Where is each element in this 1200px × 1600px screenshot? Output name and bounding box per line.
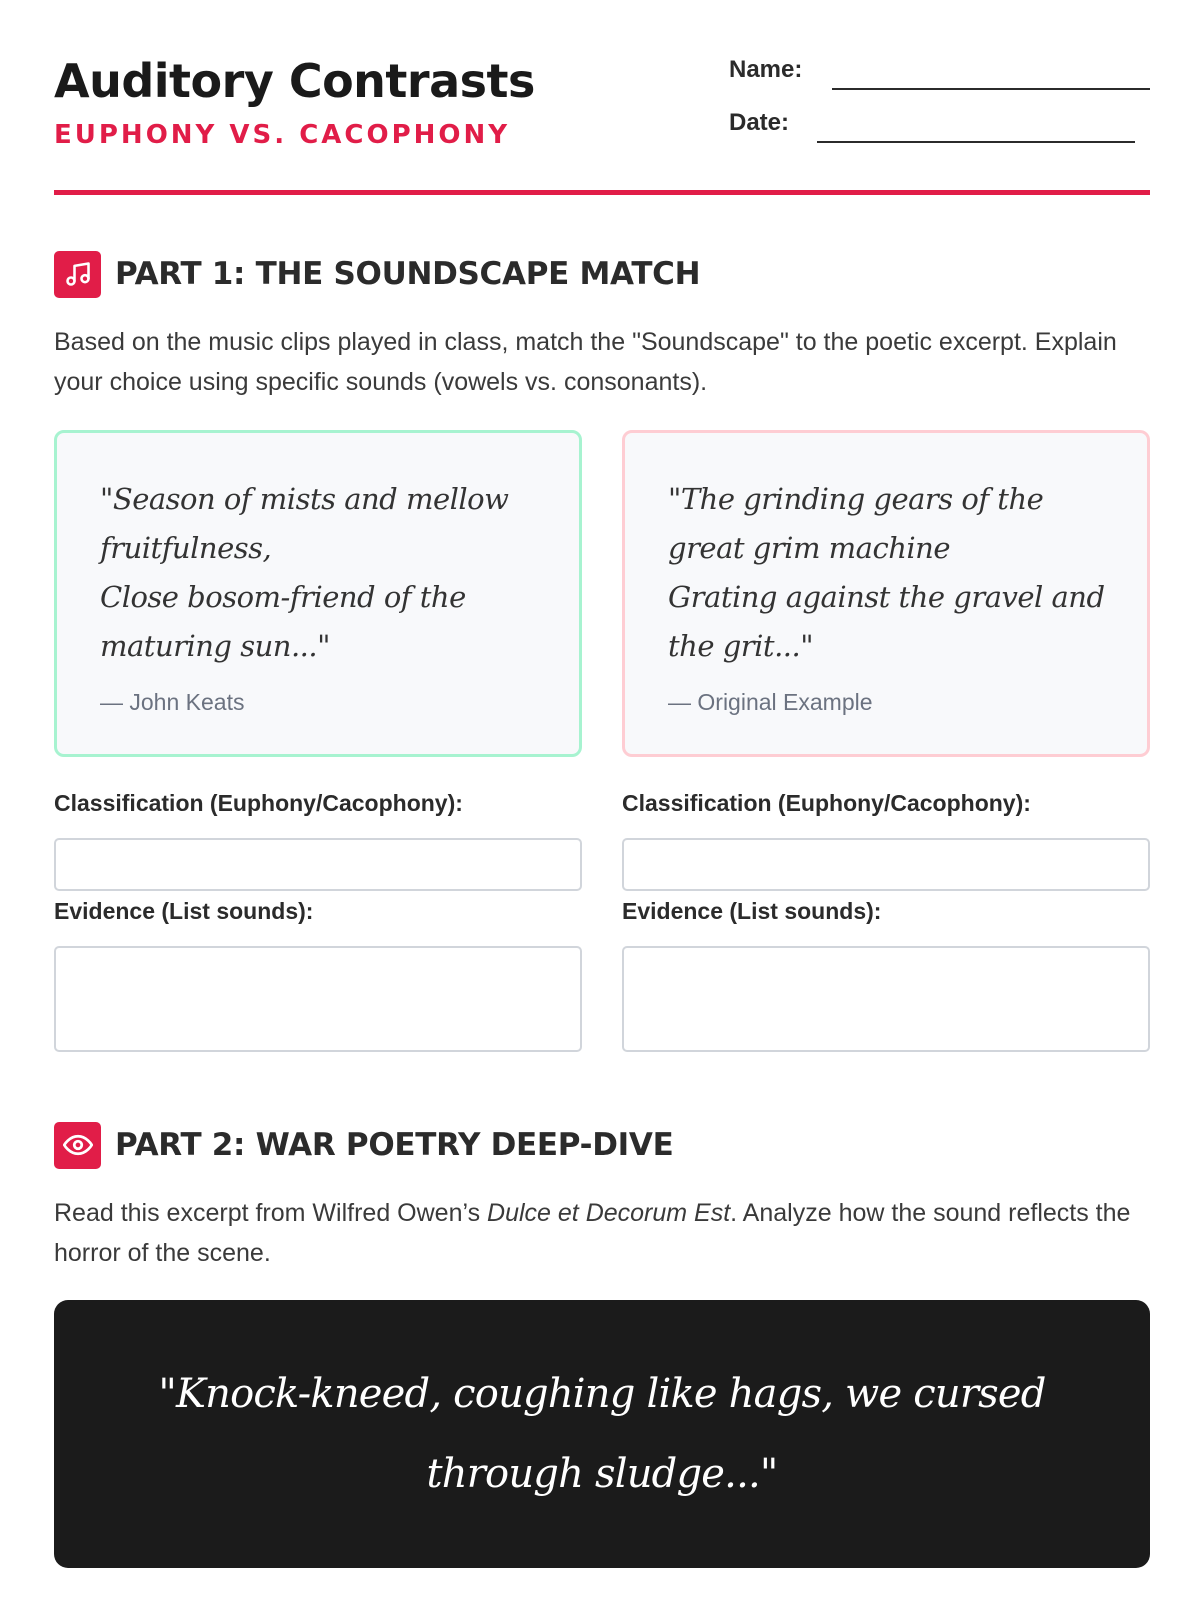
page-title: Auditory Contrasts	[54, 54, 535, 108]
part2-heading	[54, 1121, 673, 1169]
evidence-input-2[interactable]	[622, 946, 1150, 1052]
owen-excerpt-block	[54, 1300, 1150, 1568]
classification-label-2: Classification (Euphony/Cacophony):	[622, 790, 1031, 816]
classification-input-1[interactable]	[54, 838, 582, 891]
date-line[interactable]	[817, 141, 1135, 143]
excerpt-source: — Original Example	[668, 689, 873, 715]
poem-title: Dulce et Decorum Est	[487, 1199, 731, 1227]
name-field[interactable]	[729, 50, 1150, 90]
excerpt-card-keats	[54, 430, 582, 757]
page-subtitle: EUPHONY VS. CACOPHONY	[54, 120, 511, 150]
evidence-label-1: Evidence (List sounds):	[54, 898, 314, 924]
part1-heading	[54, 250, 700, 298]
name-line[interactable]	[832, 88, 1150, 90]
excerpt-text: "Season of mists and mellow fruitfulness, Close bosom-friend of the maturing sun..."	[100, 482, 509, 663]
part1-instructions: Based on the music clips played in class, match the "Soundscape" to the poetic excerpt. Explain your choice using specific sounds (vowels vs. consonants).	[54, 328, 1117, 396]
worksheet-header	[54, 50, 1150, 195]
name-label: Name:	[729, 56, 803, 83]
date-label: Date:	[729, 109, 790, 136]
excerpt-text: "The grinding gears of the great grim machine Grating against the gravel and the grit..."	[668, 482, 1105, 663]
part2-instructions: Read this excerpt from Wilfred Owen’s Dulce et Decorum Est. Analyze how the sound reflects the horror of the scene.	[54, 1199, 1131, 1267]
classification-input-2[interactable]	[622, 838, 1150, 891]
classification-label-1: Classification (Euphony/Cacophony):	[54, 790, 463, 816]
evidence-label-2: Evidence (List sounds):	[622, 898, 882, 924]
date-field[interactable]	[729, 103, 1150, 143]
part2-title: PART 2: WAR POETRY DEEP-DIVE	[115, 1127, 674, 1163]
part1-title: PART 1: THE SOUNDSCAPE MATCH	[115, 256, 701, 292]
excerpt-source: — John Keats	[100, 689, 245, 715]
music-note-icon	[54, 251, 101, 298]
eye-icon	[54, 1122, 101, 1169]
excerpt-card-original	[622, 430, 1150, 757]
owen-quote: "Knock-kneed, coughing like hags, we cursed through sludge..."	[158, 1371, 1046, 1497]
evidence-input-1[interactable]	[54, 946, 582, 1052]
